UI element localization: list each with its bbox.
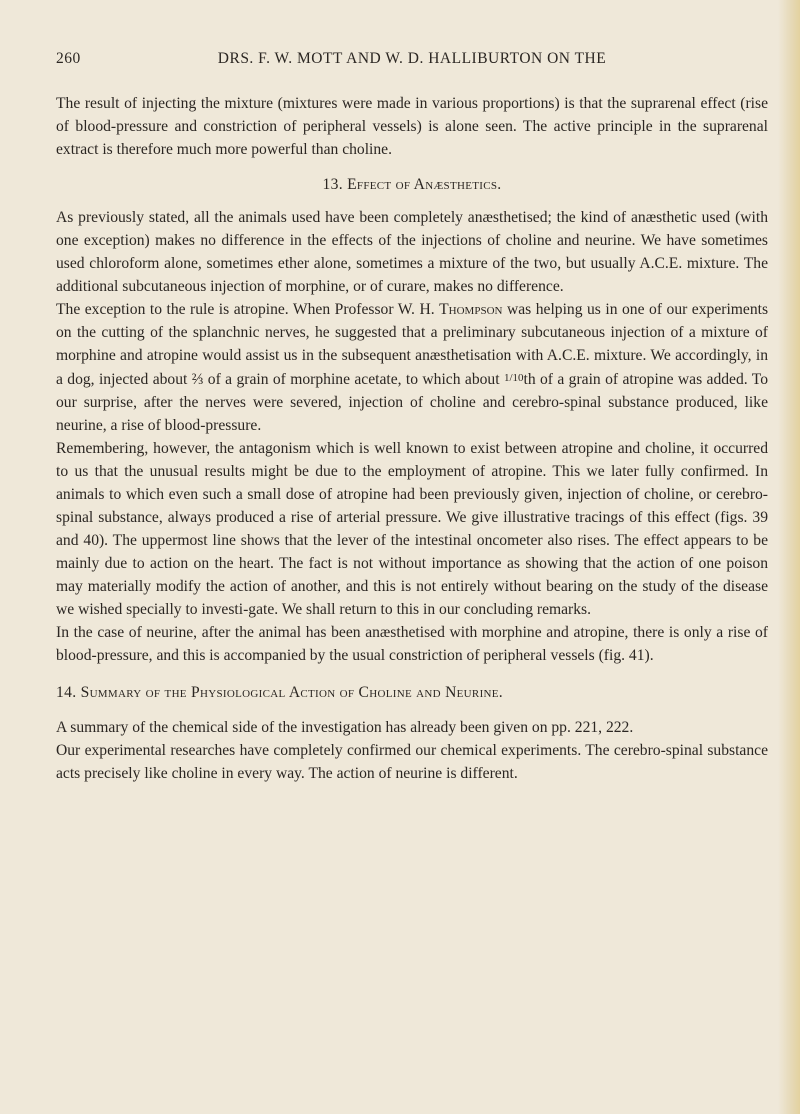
section-heading-13: 13. Effect of Anæsthetics. [322, 176, 502, 193]
text-run: The exception to the rule is atropine. When Professor W. H. [56, 301, 435, 318]
fraction: ⅔ [191, 371, 204, 388]
text-run: was helping us in one of our experiments on the cutting of the splanchnic nerves, he suggested that a preliminary subcutaneous injection of a mixture of morphine and atropine would assist us in the subsequent anæsthetisation with A.C.E. mixture. We accordingly, in a dog, injected about [56, 301, 769, 388]
text-run: th of a grain of atropine was added. To our surprise, after the nerves were severed, injection of choline and cerebro-spinal substance produced, like neurine, a rise of blood-pressure. [56, 371, 768, 434]
page-number: 260 [56, 50, 81, 67]
fraction: 1/10 [503, 372, 524, 384]
person-name: Thompson [439, 301, 503, 318]
document-page [56, 50, 768, 785]
page-edge-discoloration [778, 0, 800, 1114]
running-header [56, 50, 768, 72]
paragraph: As previously stated, all the animals used have been completely anæsthetised; the kind of anæsthetic used (with one exception) makes no difference in the effects of the injections of choline and neurine. We have sometimes used chloroform alone, sometimes ether alone, sometimes a mixture of the two, but usually A.C.E. mixture. The additional subcutaneous injection of morphine, or of curare, makes no difference. [56, 209, 768, 295]
paragraph: Remembering, however, the antagonism which is well known to exist between atropine and choline, it occurred to us that the unusual results might be due to the employment of atropine. This we later fully confirmed. In animals to which even such a small dose of atropine had been previously given, injection of choline, or cerebro-spinal substance, always produced a rise of arterial pressure. We give illustrative tracings of this effect (figs. 39 and 40). The uppermost line shows that the lever of the intestinal oncometer also rises. The effect appears to be mainly due to action on the heart. The fact is not without importance as showing that the action of one poison may materially modify the action of another, and this is not entirely without bearing on the study of the disease we wished specially to investi-gate. We shall return to this in our concluding remarks. [56, 440, 768, 618]
body-text [56, 92, 768, 785]
section-heading-14: 14. Summary of the Physiological Action of Choline and Neurine. [56, 684, 503, 701]
paragraph: In the case of neurine, after the animal has been anæsthetised with morphine and atropine, there is only a rise of blood-pressure, and this is accompanied by the usual constriction of peripheral vessels (fig. 41). [56, 624, 768, 664]
paragraph [56, 298, 768, 437]
running-title: DRS. F. W. MOTT AND W. D. HALLIBURTON ON THE [217, 50, 607, 67]
paragraph: Our experimental researches have completely confirmed our chemical experiments. The cerebro-spinal substance acts precisely like choline in every way. The action of neurine is different. [56, 742, 768, 782]
text-run: of a grain of morphine acetate, to which about [207, 371, 500, 388]
paragraph: A summary of the chemical side of the investigation has already been given on pp. 221, 222. [56, 719, 634, 736]
paragraph: The result of injecting the mixture (mixtures were made in various proportions) is that the suprarenal effect (rise of blood-pressure and constriction of peripheral vessels) is alone seen. The active principle in the suprarenal extract is therefore much more powerful than choline. [56, 95, 768, 158]
